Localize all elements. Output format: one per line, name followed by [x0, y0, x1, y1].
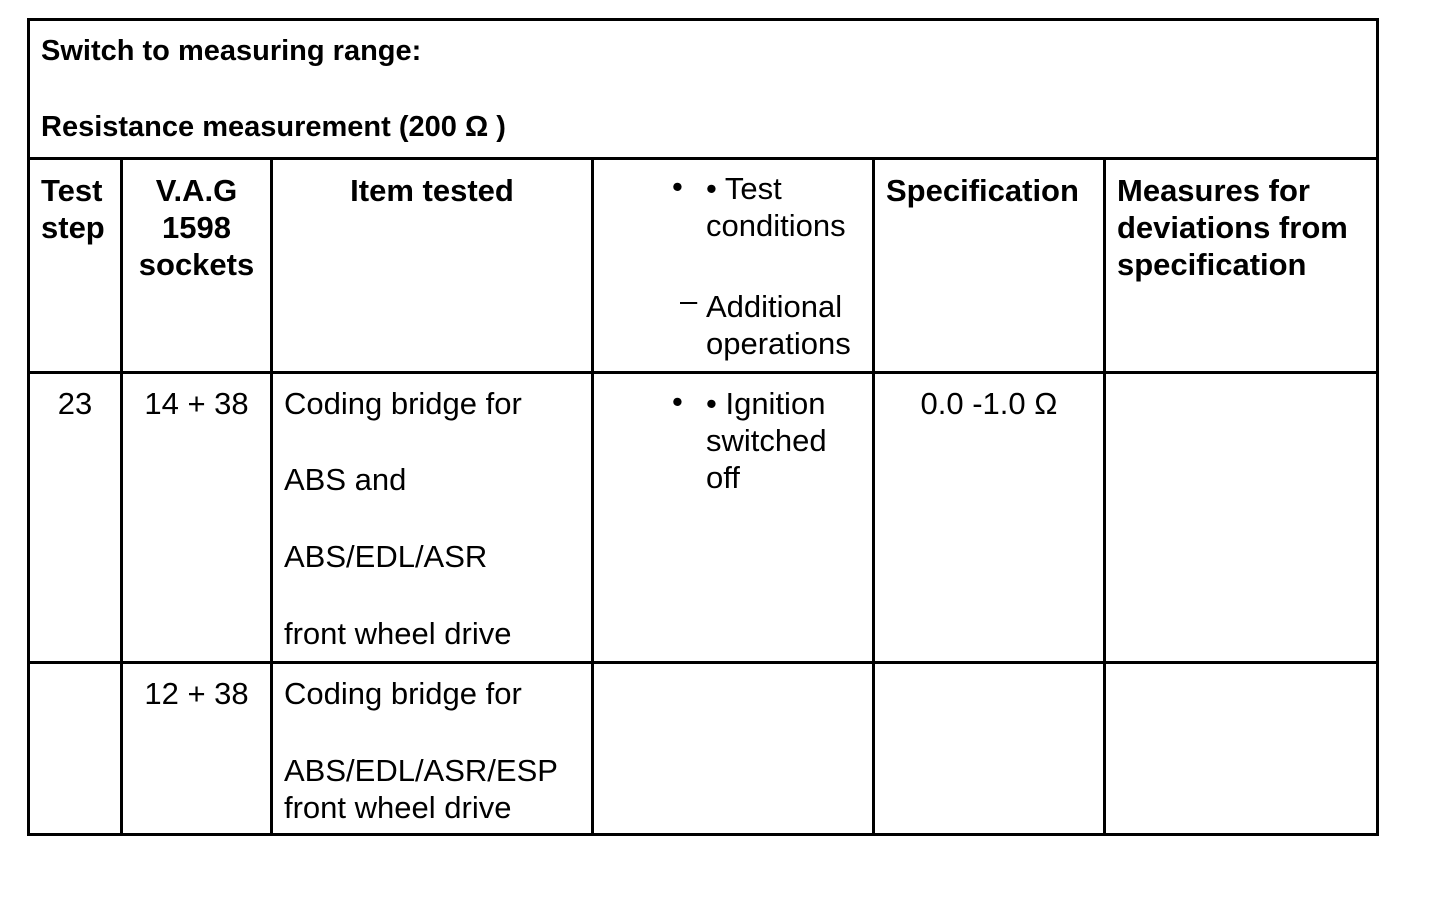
column-divider: [270, 157, 273, 833]
row1-item-line: front wheel drive: [284, 616, 512, 651]
bullet-icon: •: [672, 169, 683, 204]
measuring-range-title: Switch to measuring range:: [41, 35, 422, 67]
row2-item-line: front wheel drive: [284, 790, 512, 825]
header-sockets: V.A.G 1598 sockets: [138, 173, 255, 282]
measuring-range-mode: Resistance measurement (200 Ω ): [41, 111, 506, 143]
row2-item-line: ABS/EDL/ASR/ESP: [284, 753, 558, 788]
header-measures: Measures for deviations from specification: [1117, 173, 1348, 282]
header-specification: Specification: [886, 173, 1079, 208]
row-divider: [30, 661, 1376, 664]
row1-sockets: 14 + 38: [144, 386, 249, 421]
row1-item-line: ABS/EDL/ASR: [284, 539, 488, 574]
dash-icon: –: [680, 283, 698, 318]
header-item-tested: Item tested: [350, 173, 514, 208]
test-table: [27, 18, 1379, 836]
header-additional-operations: Additional operations: [706, 289, 851, 361]
row2-sockets: 12 + 38: [144, 676, 249, 711]
row1-test-step: 23: [57, 386, 93, 421]
row1-item-line: Coding bridge for: [284, 386, 522, 421]
row2-item-line: Coding bridge for: [284, 676, 522, 711]
header-test-step: Test step: [41, 173, 105, 245]
row1-conditions: • Ignition switched off: [706, 386, 827, 495]
header-test-conditions: • Test conditions: [706, 171, 846, 243]
measuring-range-header: [30, 21, 1376, 160]
bullet-icon: •: [672, 384, 683, 419]
row1-item-line: ABS and: [284, 462, 407, 497]
row1-specification: 0.0 -1.0 Ω: [920, 386, 1058, 421]
row-divider: [30, 371, 1376, 374]
column-divider: [1103, 157, 1106, 833]
column-divider: [591, 157, 594, 833]
